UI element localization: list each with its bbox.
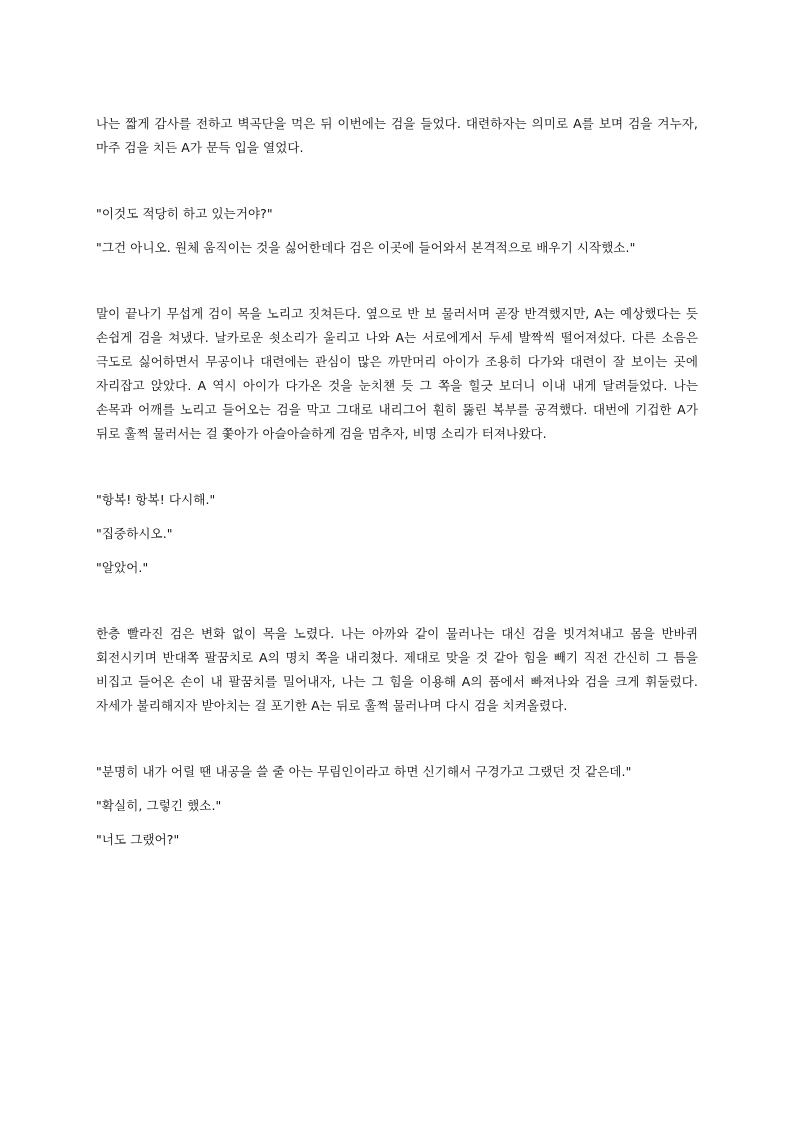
dialogue-line: "확실히, 그렇긴 했소." (96, 798, 222, 813)
paragraph-gap (96, 590, 698, 622)
narration-paragraph: 나는 짧게 감사를 전하고 벽곡단을 먹은 뒤 이번에는 검을 들었다. 대련하자는 의미로 A를 보며 검을 겨누자, 마주 검을 치든 A가 문득 입을 열었다. (96, 116, 698, 155)
dialogue-line: "알았어." (96, 560, 149, 575)
narration-paragraph: 말이 끝나기 무섭게 검이 목을 노리고 짓쳐든다. 옆으로 반 보 물러서며 곧장 반격했지만, A는 예상했다는 듯 손쉽게 검을 쳐냈다. 날카로운 쇳소리가 울리고 나와 A는 서로에게서 두세 발짝씩 떨어져섰다. 다른 소음은 극도로 싫어하면서 무공이나 대련에는 관심이 많은 까만머리 아이가 조용히 다가와 대련이 잘 보이는 곳에 자리잡고 앉았다. A 역시 아이가 다가온 것을 눈치챈 듯 그 쪽을 힐긋 보더니 이내 내게 달려들었다. 나는 손목과 어깨를 노리고 들어오는 검을 막고 그대로 내리그어 훤히 뚫린 복부를 공격했다. 대번에 기겁한 A가 뒤로 훌쩍 물러서는 걸 쫓아가 아슬아슬하게 검을 멈추자, 비명 소리가 터져나왔다. (96, 306, 698, 441)
dialogue-line: "항복! 항복! 다시해." (96, 492, 216, 507)
dialogue-line: "이것도 적당히 하고 있는거야?" (96, 206, 273, 221)
paragraph-gap (96, 270, 698, 302)
dialogue-line: "집중하시오." (96, 526, 173, 541)
paragraph-gap (96, 728, 698, 760)
paragraph-gap (96, 456, 698, 488)
dialogue-line: "너도 그랬어?" (96, 832, 180, 847)
document-body (96, 112, 698, 862)
narration-paragraph: 한층 빨라진 검은 변화 없이 목을 노렸다. 나는 아까와 같이 물러나는 대신 검을 빗겨쳐내고 몸을 반바퀴 회전시키며 반대쪽 팔꿈치로 A의 명치 쪽을 내리쳤다. 제대로 맞을 것 같아 힘을 빼기 직전 간신히 그 틈을 비집고 들어온 손이 내 팔꿈치를 밀어내자, 나는 그 힘을 이용해 A의 품에서 빠져나와 검을 크게 휘둘렀다. 자세가 불리해지자 받아치는 걸 포기한 A는 뒤로 훌쩍 물러나며 다시 검을 치켜올렸다. (96, 626, 698, 713)
dialogue-line: "그건 아니오. 원체 움직이는 것을 싫어한데다 검은 이곳에 들어와서 본격적으로 배우기 시작했소." (96, 240, 636, 255)
dialogue-line: "분명히 내가 어릴 땐 내공을 쓸 줄 아는 무림인이라고 하면 신기해서 구경가고 그랬던 것 같은데." (96, 764, 632, 779)
paragraph-gap (96, 170, 698, 202)
